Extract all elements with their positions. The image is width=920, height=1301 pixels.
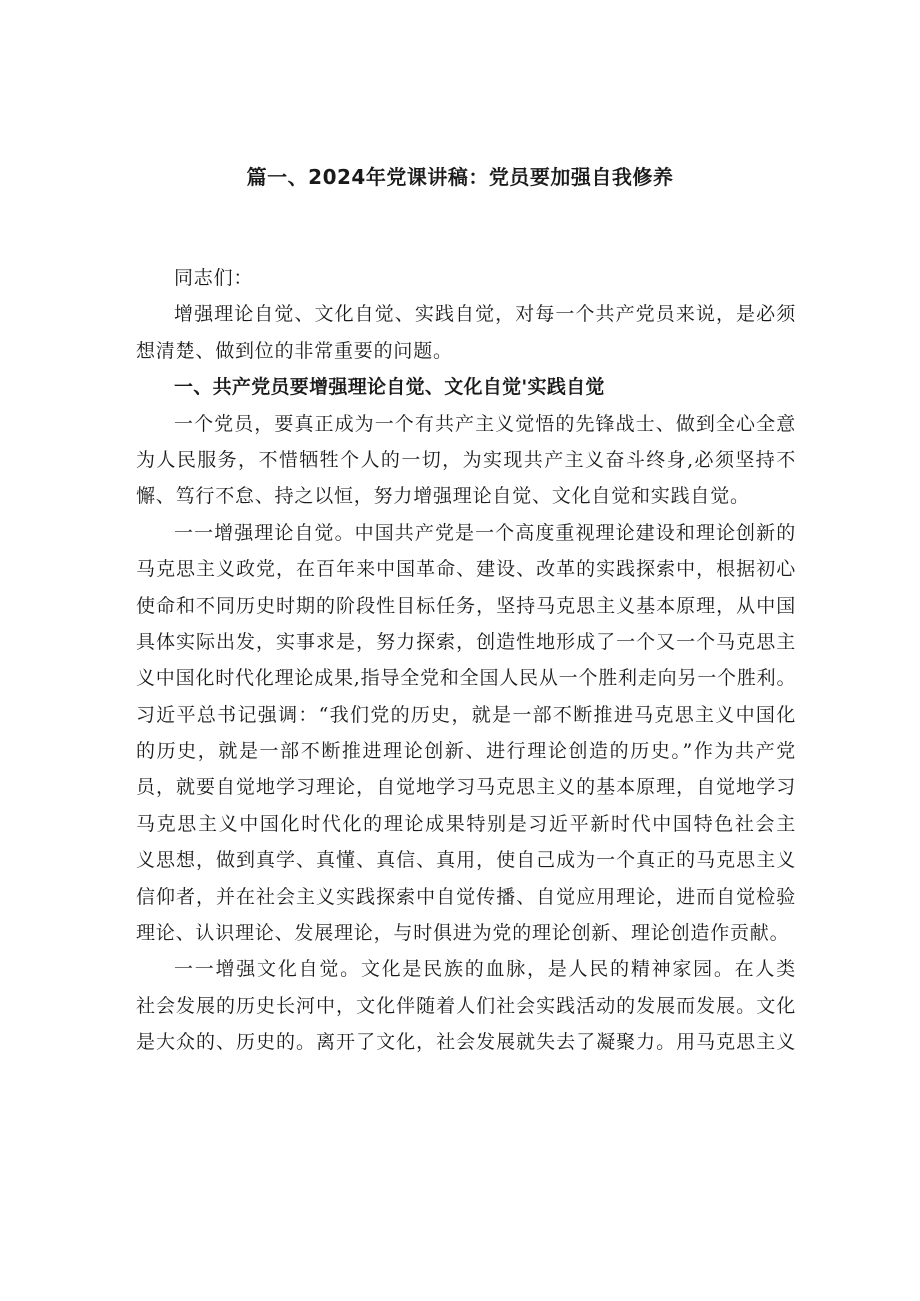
intro-line: 增强理论自觉、文化自觉、实践自觉，对每一个共产党员来说，是必须 [174,303,796,326]
paragraph-line: 马克思主义中国化时代化的理论成果特别是习近平新时代中国特色社会主 [136,812,796,835]
paragraph-line: 是大众的、历史的。离开了文化，社会发展就失去了凝聚力。用马克思主义 [136,1031,796,1054]
paragraph-line: 懈、笃行不怠、持之以恒，努力增强理论自觉、文化自觉和实践自觉。 [136,485,750,508]
paragraph-line: 一一增强文化自觉。文化是民族的血脉，是人民的精神家园。在人类 [174,958,796,981]
paragraph-line: 社会发展的历史长河中，文化伴随着人们社会实践活动的发展而发展。文化 [136,994,796,1017]
paragraph-line: 习近平总书记强调：“我们党的历史，就是一部不断推进马克思主义中国化 [136,703,796,726]
document-title: 篇一、2024年党课讲稿：党员要加强自我修养 [246,165,674,189]
paragraph-line: 义思想，做到真学、真懂、真信、真用，使自己成为一个真正的马克思主义 [136,849,796,872]
salutation: 同志们： [174,267,254,289]
document-body [136,260,796,1061]
section-heading: 一、共产党员要增强理论自觉、文化自觉'实践自觉 [174,376,605,399]
paragraph-line: 义中国化时代化理论成果,指导全党和全国人民从一个胜利走向另一个胜利。 [136,667,797,690]
paragraph-line: 员，就要自觉地学习理论，自觉地学习马克思主义的基本原理，自觉地学习 [136,776,796,799]
paragraph-line: 理论、认识理论、发展理论，与时俱进为党的理论创新、理论创造作贡献。 [136,922,790,945]
paragraph-line: 信仰者，并在社会主义实践探索中自觉传播、自觉应用理论，进而自觉检验 [136,885,796,908]
paragraph-line: 一一增强理论自觉。中国共产党是一个高度重视理论建设和理论创新的 [174,521,796,544]
paragraph-line: 使命和不同历史时期的阶段性目标任务，坚持马克思主义基本原理，从中国 [136,594,796,617]
intro-line: 想清楚、做到位的非常重要的问题。 [136,339,453,362]
paragraph-line: 具体实际出发，实事求是，努力探索，创造性地形成了一个又一个马克思主 [136,630,796,653]
paragraph-line: 一个党员，要真正成为一个有共产主义觉悟的先锋战士、做到全心全意 [174,412,796,435]
paragraph-line: 的历史，就是一部不断推进理论创新、进行理论创造的历史。”作为共产党 [136,740,796,763]
paragraph-line: 为人民服务，不惜牺牲个人的一切，为实现共产主义奋斗终身,必须坚持不 [136,448,796,471]
paragraph-line: 马克思主义政党，在百年来中国革命、建设、改革的实践探索中，根据初心 [136,558,796,581]
